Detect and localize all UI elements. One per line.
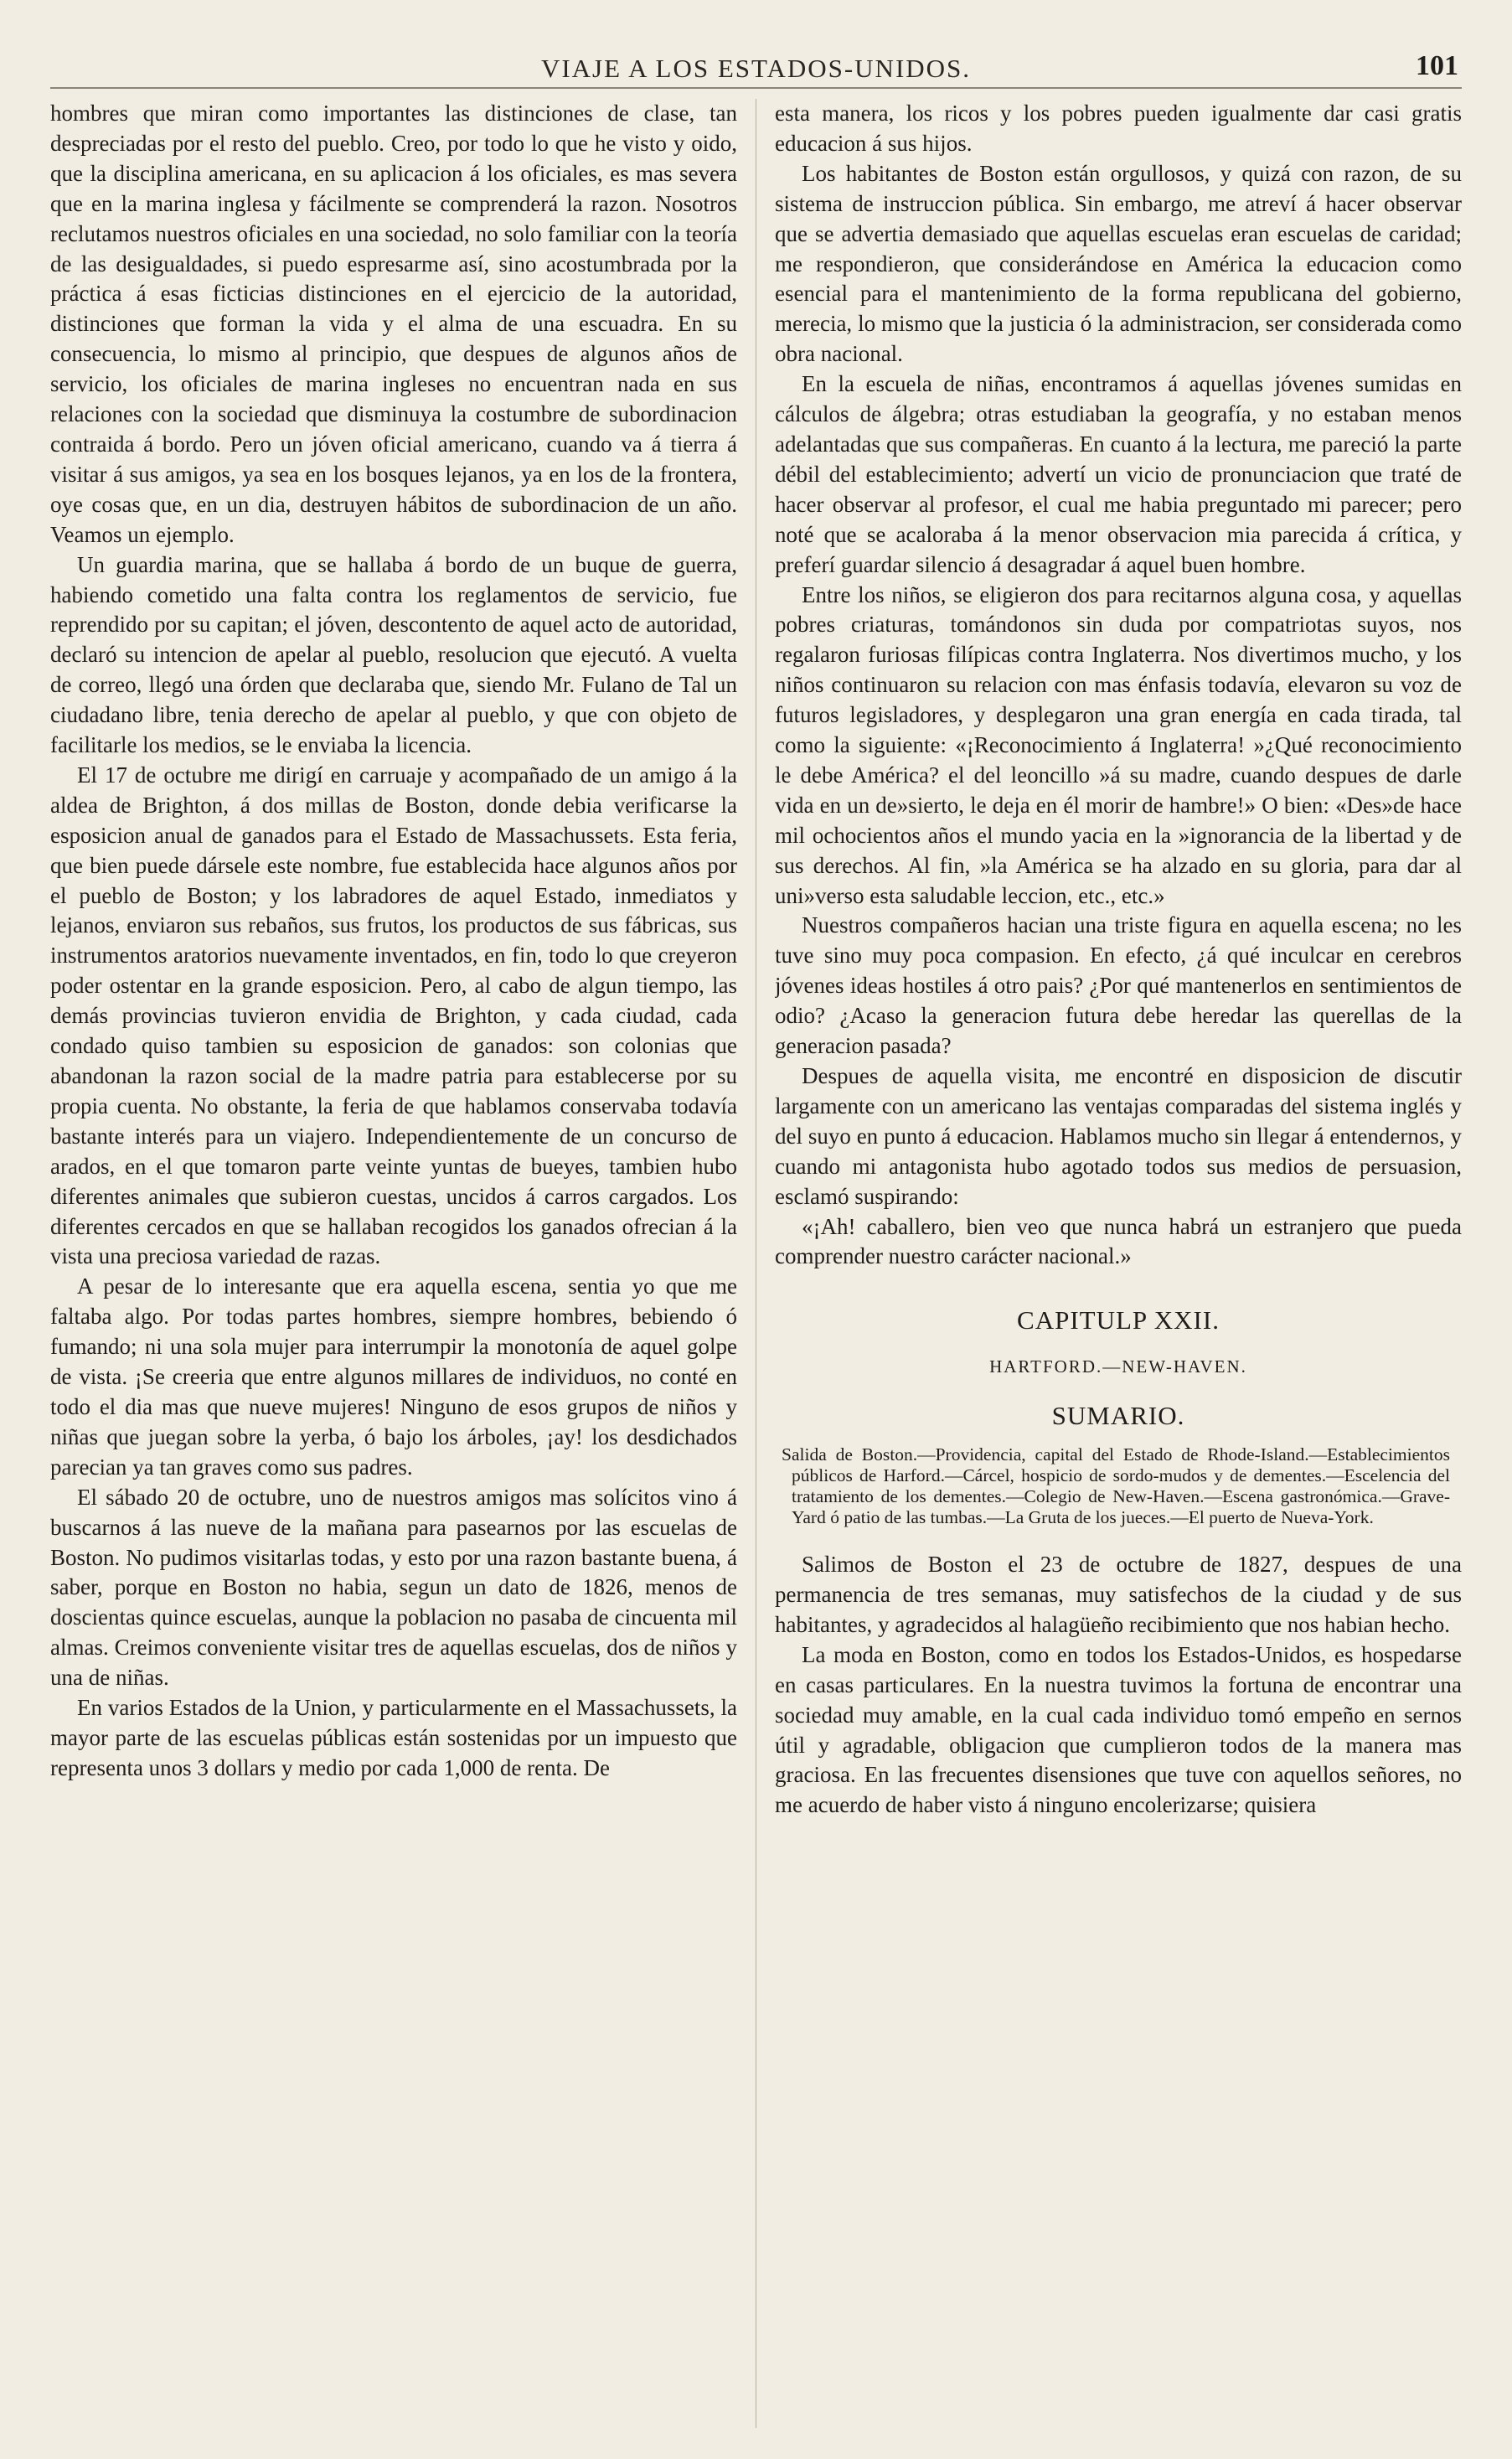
chapter-subtitle: HARTFORD.—NEW-HAVEN. — [989, 1356, 1247, 1377]
paragraph: En varios Estados de la Union, y particularmente en el Massachussets, la mayor parte de las escuelas públicas están sostenidas por un impuesto que representa unos 3 dollars y medio por cada 1,000 de renta. De — [50, 1695, 737, 1780]
paragraph: Un guardia marina, que se hallaba á bordo de un buque de guerra, habiendo cometido una falta contra los reglamentos de servicio, fue reprendido por su capitan; el jóven, descontento de aquel acto de autoridad, declaró su intencion de apelar al pueblo, resolucion que ejecutó. A vuelta de correo, llegó una órden que declaraba que, siendo Mr. Fulano de Tal un ciudadano libre, tenia derecho de apelar al pueblo, y que con objeto de facilitarle los medios, se le enviaba la licencia. — [50, 551, 737, 758]
paragraph: Entre los niños, se eligieron dos para recitarnos alguna cosa, y aquellas pobres criaturas, tomándonos sin duda por compatriotas suyos, nos regalaron furiosas filípicas contra Inglaterra. Nos divertimos mucho, y los niños continuaron su relacion con mas énfasis todavía, elevaron su voz de futuros legisladores, y desplegaron una gran energía en cada tirada, tal como la siguiente: «¡Reconocimiento á Inglaterra! »¿Qué reconocimiento le debe América? el del leoncillo »á su madre, cuando despues de darle vida en un de»sierto, le deja en él morir de hambre!» O bien: «Des»de hace mil ochocientos años el mundo yacia en la »ignorancia de la libertad y de sus derechos. Al fin, »la América se ha alzado en su gloria, para dar al uni»verso esta saludable leccion, etc., etc.» — [775, 581, 1462, 908]
running-title: VIAJE A LOS ESTADOS-UNIDOS. — [540, 54, 972, 83]
paragraph: En la escuela de niñas, encontramos á aquellas jóvenes sumidas en cálculos de álgebra; otras estudiaban la geografía, y no estaban menos adelantadas que sus compañeras. En cuanto á la lectura, me pareció la parte débil del establecimiento; advertí un vicio de pronunciacion que traté de hacer observar al profesor, el cual me habia preguntado mi parecer; pero noté que se acaloraba á la menor observacion mia parecida á crítica, y preferí guardar silencio á desagradar á aquel buen hombre. — [775, 371, 1462, 577]
summary-heading: SUMARIO. — [1051, 1401, 1185, 1431]
summary-text: Salida de Boston.—Providencia, capital del Estado de Rhode-Island.—Establecimientos públicos de Harford.—Cárcel, hospicio de sordo-mudos y de dementes.—Escelencia del tratamiento de los dementes.—Colegio de New-Haven.—Escena gastronómica.—Grave-Yard ó patio de las tumbas.—La Gruta de los jueces.—El puerto de Nueva-York. — [782, 1444, 1450, 1528]
paragraph: La moda en Boston, como en todos los Estados-Unidos, es hospedarse en casas particulares. En la nuestra tuvimos la fortuna de encontrar una sociedad muy amable, en la cual cada individuo tomó empeño en sernos útil y agradable, obligacion que cumplieron todos de la manera mas graciosa. En las frecuentes disensiones que tuve con aquellos señores, no me acuerdo de haber visto á ninguno encolerizarse; quisiera — [775, 1641, 1462, 1818]
paragraph: Salimos de Boston el 23 de octubre de 1827, despues de una permanencia de tres semanas, muy satisfechos de la ciudad y de sus habitantes, y agradecidos al halagüeño recibimiento que nos habian hecho. — [775, 1552, 1462, 1637]
running-header — [50, 50, 1462, 89]
paragraph: El sábado 20 de octubre, uno de nuestros amigos mas solícitos vino á buscarnos á las nueve de la mañana para pasearnos por las escuelas de Boston. No pudimos visitarlas todas, y esto por una razon bastante buena, á saber, porque en Boston no habia, segun un dato de 1826, menos de doscientas quince escuelas, aunque la poblacion no pasaba de cincuenta mil almas. Creimos conveniente visitar tres de aquellas escuelas, dos de niños y una de niñas. — [50, 1484, 737, 1691]
chapter-title: CAPITULP XXII. — [1017, 1305, 1220, 1335]
paragraph: hombres que miran como importantes las distinciones de clase, tan despreciadas por el resto del pueblo. Creo, por todo lo que he visto y oido, que la disciplina americana, en su aplicacion á los oficiales, es mas severa que en la marina inglesa y fácilmente se comprenderá la razon. Nosotros reclutamos nuestros oficiales en una sociedad, no solo familiar con la teoría de las desigualdades, si puedo espresarme así, sino acostumbrada por la práctica á esas ficticias distinciones en el ejercicio de la autoridad, distinciones que forman la vida y el alma de una escuadra. En su consecuencia, lo mismo al principio, que despues de algunos años de servicio, los oficiales de marina ingleses no encuentran nada en sus relaciones con la sociedad que disminuya la costumbre de subordinacion contraida á bordo. Pero un jóven oficial americano, cuando va á tierra á visitar á sus amigos, ya sea en los bosques lejanos, ya en los de la frontera, oye cosas que, en un dia, destruyen hábitos de subordinacion de un año. Veamos un ejemplo. — [50, 101, 737, 547]
chapter-summary — [775, 1444, 1462, 1528]
paragraph: El 17 de octubre me dirigí en carruaje y acompañado de un amigo á la aldea de Brighton, á dos millas de Boston, donde debia verificarse la esposicion anual de ganados para el Estado de Massachussets. Esta feria, que bien puede dársele este nombre, fue establecida hace algunos años por el pueblo de Boston; y los labradores de aquel Estado, inmediatos y lejanos, enviaron sus rebaños, sus frutos, los productos de sus fábricas, sus instrumentos aratorios nuevamente inventados, en fin, todo lo que creyeron poder ostentar en la grande esposicion. Pero, al cabo de algun tiempo, las demás provincias tuvieron envidia de Brighton, y cada ciudad, cada condado quiso tambien su esposicion de ganados: son colonias que abandonan la razon social de la madre patria para establecerse por su propia cuenta. No obstante, la feria de que hablamos conservaba todavía bastante interés para un viajero. Independientemente de un concurso de arados, en el que tomaron parte veinte yuntas de bueyes, tambien hubo diferentes animales que subieron cuestas, uncidos á carros cargados. Los diferentes cercados en que se hallaban recogidos los ganados ofrecian á la vista una preciosa variedad de razas. — [50, 762, 737, 1269]
paragraph: Los habitantes de Boston están orgullosos, y quizá con razon, de su sistema de instruccion pública. Sin embargo, me atreví á hacer observar que se advertia demasiado que aquellas escuelas eran escuelas de caridad; me respondieron, que considerándose en América la educacion como esencial para el mantenimiento de la forma republicana del gobierno, merecia, lo mismo que la justicia ó la administracion, ser considerada como obra nacional. — [775, 160, 1462, 367]
paragraph: Nuestros compañeros hacian una triste figura en aquella escena; no les tuve sino muy poca compasion. En efecto, ¿á qué inculcar en cerebros jóvenes ideas hostiles á otro pais? ¿Por qué mantenerlos en sentimientos de odio? ¿Acaso la generacion futura debe heredar las querellas de la generacion pasada? — [775, 912, 1462, 1059]
right-column — [775, 99, 1462, 2428]
page-number: 101 — [1416, 50, 1458, 81]
paragraph: esta manera, los ricos y los pobres pueden igualmente dar casi gratis educacion á sus hijos. — [775, 101, 1462, 156]
paragraph: Despues de aquella visita, me encontré en disposicion de discutir largamente con un americano las ventajas comparadas del sistema inglés y del suyo en punto á educacion. Hablamos mucho sin llegar á entendernos, y cuando mi antagonista hubo agotado todos sus medios de persuasion, esclamó suspirando: — [775, 1063, 1462, 1209]
paragraph: «¡Ah! caballero, bien veo que nunca habrá un estranjero que pueda comprender nuestro carácter nacional.» — [775, 1213, 1462, 1269]
paragraph: A pesar de lo interesante que era aquella escena, sentia yo que me faltaba algo. Por todas partes hombres, siempre hombres, bebiendo ó fumando; ni una sola mujer para interrumpir la monotonía de aquel golpe de vista. ¡Se creeria que entre algunos millares de individuos, no conté en todo el dia mas que nueve mujeres! Ninguno de esos grupos de niños y niñas que juegan sobre la yerba, ó bajo los árboles, ¡ay! los desdichados parecian ya tan graves como sus padres. — [50, 1273, 737, 1480]
left-column — [50, 99, 737, 2428]
